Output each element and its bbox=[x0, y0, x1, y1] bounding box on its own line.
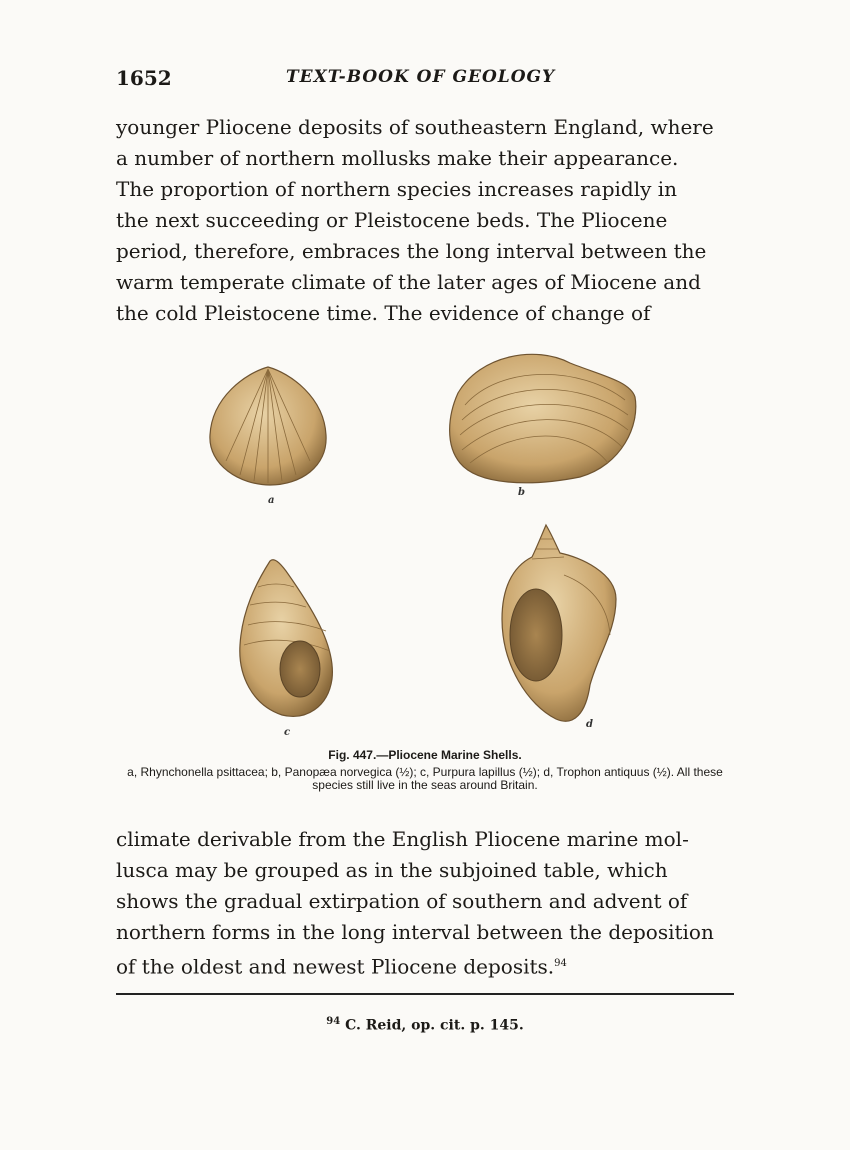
footnote-divider bbox=[116, 993, 734, 995]
paragraph-line: the next succeeding or Pleistocene beds. The Pliocene bbox=[116, 208, 668, 232]
footnote-marker: 94 bbox=[326, 1016, 341, 1027]
paragraph-line-text: of the oldest and newest Pliocene deposits. bbox=[116, 954, 555, 979]
paragraph-1 bbox=[116, 112, 734, 329]
paragraph-line: lusca may be grouped as in the subjoined table, which bbox=[116, 858, 668, 882]
shell-d-trophon bbox=[502, 525, 616, 721]
figure-label-a: a bbox=[268, 495, 275, 506]
page-number: 1652 bbox=[116, 66, 172, 90]
paragraph-line: period, therefore, embraces the long interval between the bbox=[116, 239, 707, 263]
paragraph-line: younger Pliocene deposits of southeastern England, where bbox=[116, 115, 714, 139]
shell-c-purpura bbox=[240, 560, 333, 717]
paragraph-line: the cold Pleistocene time. The evidence of change of bbox=[116, 301, 651, 325]
paragraph-line: northern forms in the long interval between the deposition bbox=[116, 920, 714, 944]
shell-illustration bbox=[160, 335, 720, 735]
paragraph-line: The proportion of northern species increases rapidly in bbox=[116, 177, 678, 201]
paragraph-2 bbox=[116, 824, 734, 983]
paragraph-line: shows the gradual extirpation of southern and advent of bbox=[116, 889, 688, 913]
shell-a-rhynchonella bbox=[210, 367, 326, 485]
shell-figure bbox=[160, 335, 720, 738]
figure-label-b: b bbox=[518, 487, 525, 498]
paragraph-line bbox=[116, 948, 734, 983]
footnote bbox=[116, 1016, 734, 1034]
page-header bbox=[116, 66, 734, 92]
figure-label-c: c bbox=[284, 727, 291, 738]
figure-label-d: d bbox=[586, 719, 593, 730]
footnote-reference: 94 bbox=[554, 958, 567, 969]
shell-b-panopaea bbox=[450, 354, 636, 482]
figure-caption-title: Fig. 447.—Pliocene Marine Shells. bbox=[328, 748, 522, 762]
paragraph-line: a number of northern mollusks make their appearance. bbox=[116, 146, 679, 170]
paragraph-line: warm temperate climate of the later ages of Miocene and bbox=[116, 270, 701, 294]
running-title: TEXT-BOOK OF GEOLOGY bbox=[286, 67, 556, 87]
figure-caption-text: a, Rhynchonella psittacea; b, Panopæa norvegica (½); c, Purpura lapillus (½); d, Trophon antiquus (½). All these species still live in the seas around Britain. bbox=[127, 765, 723, 792]
footnote-text: C. Reid, op. cit. p. 145. bbox=[345, 1017, 524, 1034]
paragraph-line: climate derivable from the English Pliocene marine mol- bbox=[116, 827, 689, 851]
